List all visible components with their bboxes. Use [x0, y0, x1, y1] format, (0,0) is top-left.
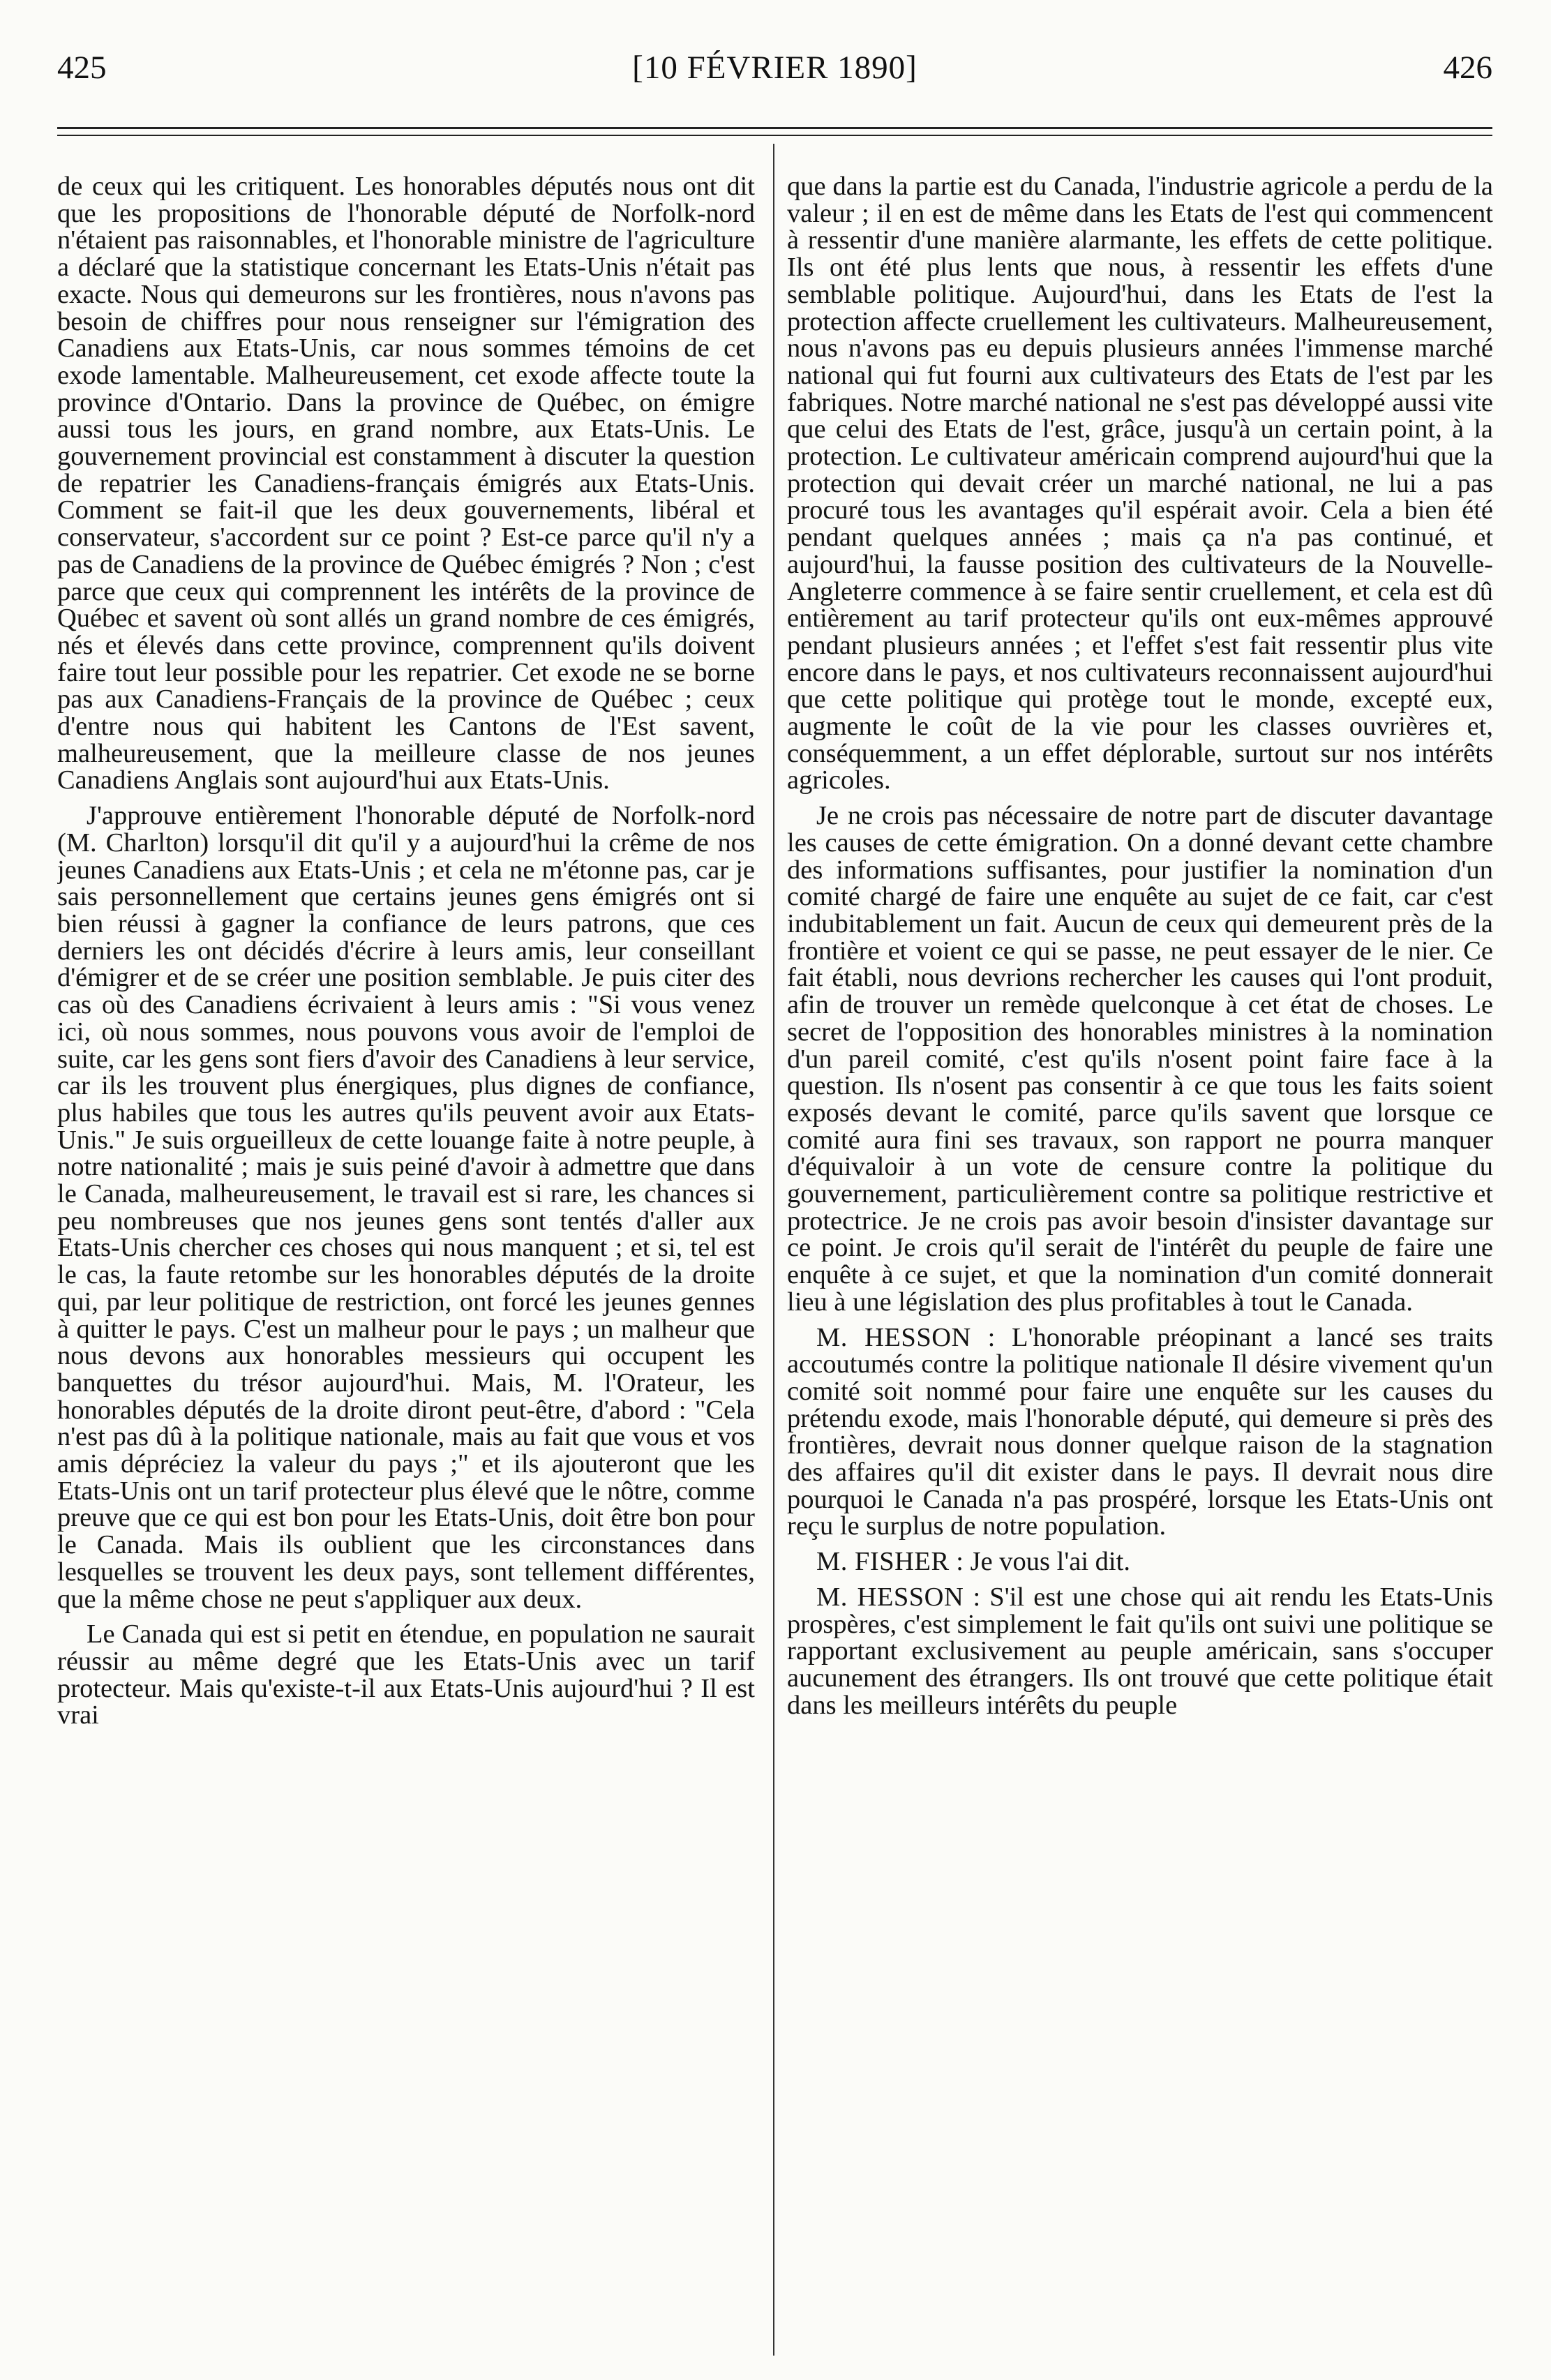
paragraph: que dans la partie est du Canada, l'industrie agricole a perdu de la valeur ; il en est de même dans les Etats de l'est qui commencent à ressentir d'une manière alarmante, les effets de cette politique. Ils ont été plus lents que nous, à ressentir les effets d'une semblable politique. Aujourd'hui, dans les Etats de l'est la protection affecte cruellement les cultivateurs. Malheureusement, nous n'avons pas eu depuis plusieurs années l'immense marché national qui fut fourni aux cultivateurs des Etats de l'est par les fabriques. Notre marché national ne s'est pas développé aussi vite que celui des Etats de l'est, grâce, jusqu'à un certain point, à la protection. Le cultivateur américain comprend aujourd'hui que la protection qui devait créer un marché national, ne lui a pas procuré tous les avantages qu'il espérait avoir. Cela a bien été pendant quelques années ; mais ça n'a pas continué, et aujourd'hui, la fausse position des cultivateurs de la Nouvelle-Angleterre commence à se faire sentir cruellement, et cela est dû entièrement au tarif protecteur qu'ils ont eux-mêmes approuvé pendant plusieurs années ; et l'effet s'est fait ressentir plus vite encore dans le pays, et nos cultivateurs reconnaissent aujourd'hui que cette politique qui protège tout le monde, excepté eux, augmente le coût de la vie pour les classes ouvrières et, conséquemment, a un effet déplorable, surtout sur nos intérêts agricoles.: [787, 173, 1493, 795]
speaker-name: M. HESSON: [816, 1582, 964, 1612]
page-number-left: 425: [57, 50, 107, 86]
header-rule-bottom: [57, 135, 1492, 136]
paragraph: Je ne crois pas nécessaire de notre part de discuter davantage les causes de cette émigration. On a donné devant cette chambre des informations suffisantes, pour justifier la nomination d'un comité chargé de faire une enquête au sujet de ce fait, car c'est indubitablement un fait. Aucun de ceux qui demeurent près de la frontière et voient ce qui se passe, ne peut essayer de le nier. Ce fait établi, nous devrions rechercher les causes qui l'ont produit, afin de trouver un remède quelconque à cet état de choses. Le secret de l'opposition des honorables ministres à la nomination d'un pareil comité, c'est qu'ils n'osent point faire face à la question. Ils n'osent pas consentir à ce que tous les faits soient exposés devant le comité, parce qu'ils savent que lorsque ce comité aura fini ses travaux, son rapport ne pourra manquer d'équivaloir à un vote de censure contre la politique du gouvernement, particulièrement contre sa politique restrictive et protectrice. Je ne crois pas avoir besoin d'insister davantage sur ce point. Je crois qu'il serait de l'intérêt du peuple de faire une enquête à ce sujet, et que la nomination d'un comité donnerait lieu à une législation des plus profitables à tout le Canada.: [787, 801, 1493, 1317]
column-divider: [773, 144, 774, 2356]
header-rule-top: [57, 127, 1492, 129]
speech-text: : Je vous l'ai dit.: [949, 1547, 1130, 1577]
left-column: [57, 173, 755, 2350]
speech-paragraph: [787, 1584, 1493, 1719]
speaker-name: M. HESSON: [816, 1322, 971, 1352]
paragraph: de ceux qui les critiquent. Les honorables députés nous ont dit que les propositions de l'honorable député de Norfolk-nord n'étaient pas raisonnables, et l'honorable ministre de l'agriculture a déclaré que la statistique concernant les Etats-Unis n'était pas exacte. Nous qui demeurons sur les frontières, nous n'avons pas besoin de chiffres pour nous renseigner sur l'émigration des Canadiens aux Etats-Unis, car nous sommes témoins de cet exode lamentable. Malheureusement, cet exode affecte toute la province d'Ontario. Dans la province de Québec, on émigre aussi tous les jours, en grand nombre, aux Etats-Unis. Le gouvernement provincial est constamment à discuter la question de repatrier les Canadiens-français émigrés aux Etats-Unis. Comment se fait-il que les deux gouvernements, libéral et conservateur, s'accordent sur ce point ? Est-ce parce qu'il n'y a pas de Canadiens de la province de Québec émigrés ? Non ; c'est parce que ceux qui comprennent les intérêts de la province de Québec et savent où sont allés un grand nombre de ces émigrés, nés et élevés dans cette province, comprennent qu'ils doivent faire tout leur possible pour les repatrier. Cet exode ne se borne pas aux Canadiens-Français de la province de Québec ; ceux d'entre nous qui habitent les Cantons de l'Est savent, malheureusement, que la meilleure classe de nos jeunes Canadiens Anglais sont aujourd'hui aux Etats-Unis.: [57, 173, 755, 795]
speech-paragraph: [787, 1548, 1493, 1576]
header-date: [10 FÉVRIER 1890]: [632, 50, 917, 86]
right-column: [787, 173, 1493, 2350]
speaker-name: M. FISHER: [816, 1547, 950, 1577]
page-header: [57, 49, 1492, 98]
paragraph: J'approuve entièrement l'honorable député de Norfolk-nord (M. Charlton) lorsqu'il dit qu'il y a aujourd'hui la crême de nos jeunes Canadiens aux Etats-Unis ; et cela ne m'étonne pas, car je sais personnellement que certains jeunes gens émigrés ont si bien réussi à gagner la confiance de leurs patrons, que ces derniers les ont décidés d'écrire à leurs amis, leur conseillant d'émigrer et de se créer une position semblable. Je puis citer des cas où des Canadiens écrivaient à leurs amis : "Si vous venez ici, où nous sommes, nous pouvons vous avoir de l'emploi de suite, car les gens sont fiers d'avoir des Canadiens à leur service, car ils les trouvent plus énergiques, plus dignes de confiance, plus habiles que tous les autres qu'ils peuvent avoir aux Etats-Unis." Je suis orgueilleux de cette louange faite à notre peuple, à notre nationalité ; mais je suis peiné d'avoir à admettre que dans le Canada, malheureusement, le travail est si rare, les chances si peu nombreuses que nos jeunes gens sont tentés d'aller aux Etats-Unis chercher ces choses qui nous manquent ; et si, tel est le cas, la faute retombe sur les honorables députés de la droite qui, par leur politique de restriction, ont forcé les jeunes gennes à quitter le pays. C'est un malheur pour le pays ; un malheur que nous devons aux honorables messieurs qui occupent les banquettes du trésor aujourd'hui. Mais, M. l'Orateur, les honorables députés de la droite diront peut-être, d'abord : "Cela n'est pas dû à la politique nationale, mais au fait que vous et vos amis dépréciez la valeur du pays ;" et ils ajouteront que les Etats-Unis ont un tarif protecteur plus élevé que le nôtre, comme preuve que ce qui est bon pour les Etats-Unis, doit être bon pour le Canada. Mais ils oublient que les circonstances dans lesquelles se trouvent les deux pays, sont tellement différentes, que la même chose ne peut s'appliquer aux deux.: [57, 801, 755, 1614]
speech-paragraph: [787, 1324, 1493, 1541]
speech-text: : L'honorable préopinant a lancé ses traits accoutumés contre la politique nationale Il désire vivement qu'un comité soit nommé pour faire une enquête sur les causes du prétendu exode, mais l'honorable député, qui demeure si près des frontières, devrait nous donner quelque raison de la stagnation des affaires qu'il dit exister dans le pays. Il devrait nous dire pourquoi le Canada n'a pas prospéré, lorsque les Etats-Unis ont reçu le surplus de notre population.: [787, 1322, 1493, 1541]
paragraph: Le Canada qui est si petit en étendue, en population ne saurait réussir au même degré que les Etats-Unis avec un tarif protecteur. Mais qu'existe-t-il aux Etats-Unis aujourd'hui ? Il est vrai: [57, 1619, 755, 1730]
speech-text: : S'il est une chose qui ait rendu les Etats-Unis prospères, c'est simplement le fait qu'ils ont suivi une politique se rapportant exclusivement au peuple américain, sans s'occuper aucunement des étrangers. Ils ont trouvé que cette politique était dans les meilleurs intérêts du peuple: [787, 1582, 1493, 1720]
page-number-right: 426: [1443, 50, 1492, 86]
